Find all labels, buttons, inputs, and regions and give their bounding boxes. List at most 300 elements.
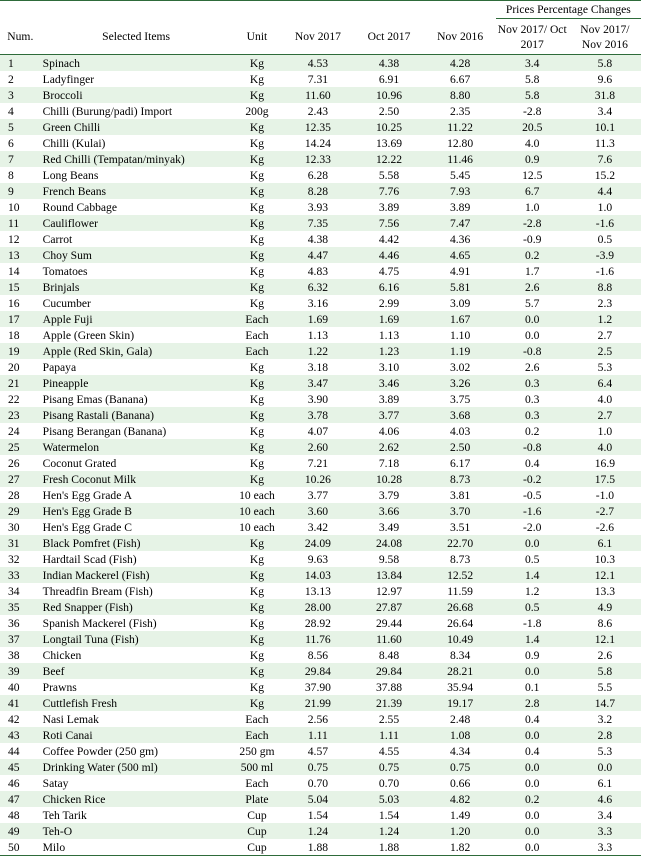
cell-item: Red Snapper (Fish) <box>41 599 232 615</box>
table-row <box>0 599 641 615</box>
cell-change-mom: 0.3 <box>524 392 540 406</box>
cell-item: Red Chilli (Tempatan/minyak) <box>41 151 232 167</box>
cell-num: 21 <box>0 375 41 391</box>
cell-unit: 500 ml <box>232 759 283 775</box>
cell-unit: Kg <box>232 55 283 72</box>
cell-oct-2017: 3.66 <box>353 503 424 519</box>
cell-nov-2016: 2.35 <box>449 104 471 118</box>
cell-unit: Kg <box>249 360 265 374</box>
cell-num: 12 <box>8 232 20 246</box>
cell-num: 25 <box>0 439 41 455</box>
cell-nov-2017: 4.38 <box>307 232 329 246</box>
cell-change-yoy: -2.6 <box>595 520 615 534</box>
cell-nov-2016: 4.65 <box>425 247 496 263</box>
cell-item: Spinach <box>41 55 232 72</box>
cell-oct-2017: 1.24 <box>353 823 424 839</box>
cell-unit: 200g <box>245 104 269 118</box>
cell-item: Hen's Egg Grade B <box>41 503 232 519</box>
cell-change-yoy: 17.5 <box>569 471 641 487</box>
cell-nov-2017: 37.90 <box>304 680 331 694</box>
table-row <box>0 135 641 151</box>
cell-num: 24 <box>8 424 20 438</box>
header-nov-2016: Nov 2016 <box>425 19 496 55</box>
cell-item: Pisang Rastali (Banana) <box>41 407 232 423</box>
cell-nov-2016: 35.94 <box>447 680 474 694</box>
cell-num: 37 <box>0 631 41 647</box>
cell-oct-2017: 3.10 <box>378 360 400 374</box>
cell-nov-2016: 1.49 <box>449 808 471 822</box>
cell-change-mom: -1.8 <box>523 616 542 630</box>
cell-item: Teh Tarik <box>42 808 87 822</box>
table-row <box>0 199 641 215</box>
cell-nov-2017: 4.07 <box>307 424 329 438</box>
cell-change-mom: 0.1 <box>524 680 540 694</box>
cell-nov-2017: 3.42 <box>307 520 329 534</box>
cell-unit: Kg <box>249 616 265 630</box>
cell-unit: Kg <box>232 471 283 487</box>
cell-unit: 10 each <box>232 503 283 519</box>
cell-item: Long Beans <box>42 168 99 182</box>
cell-num: 27 <box>0 471 41 487</box>
cell-nov-2017: 11.76 <box>282 631 353 647</box>
cell-unit: Each <box>232 727 283 743</box>
cell-oct-2017: 10.96 <box>353 87 424 103</box>
cell-change-mom: 2.8 <box>496 695 569 711</box>
cell-change-mom: 0.4 <box>524 712 540 726</box>
cell-oct-2017: 3.46 <box>353 375 424 391</box>
cell-nov-2017: 3.47 <box>282 375 353 391</box>
cell-change-yoy: 5.3 <box>597 360 613 374</box>
table-row <box>0 231 641 247</box>
table-row <box>0 55 641 72</box>
cell-change-mom: 1.2 <box>524 584 540 598</box>
cell-oct-2017: 3.89 <box>378 200 400 214</box>
cell-oct-2017: 5.03 <box>353 791 424 807</box>
cell-unit: Kg <box>249 424 265 438</box>
cell-item: Cucumber <box>42 296 91 310</box>
table-row <box>0 711 641 727</box>
table-row <box>0 279 641 295</box>
cell-oct-2017: 7.18 <box>378 456 400 470</box>
cell-change-mom: 2.6 <box>524 360 540 374</box>
cell-nov-2017: 2.56 <box>307 712 329 726</box>
cell-num: 32 <box>8 552 20 566</box>
cell-num: 30 <box>8 520 20 534</box>
cell-num: 14 <box>8 264 20 278</box>
cell-oct-2017: 5.58 <box>378 168 400 182</box>
cell-oct-2017: 12.22 <box>353 151 424 167</box>
table-row <box>0 615 641 631</box>
cell-change-yoy: -2.7 <box>569 503 641 519</box>
cell-num: 23 <box>0 407 41 423</box>
cell-item: Longtail Tuna (Fish) <box>41 631 232 647</box>
cell-change-yoy: -1.6 <box>595 264 615 278</box>
cell-unit: Cup <box>247 808 267 822</box>
cell-nov-2017: 3.78 <box>282 407 353 423</box>
table-row <box>0 343 641 359</box>
cell-nov-2016: 11.59 <box>447 584 473 598</box>
cell-nov-2016: 4.82 <box>425 791 496 807</box>
cell-change-mom: -0.9 <box>523 232 542 246</box>
cell-change-mom: 1.0 <box>524 200 540 214</box>
cell-item: Chilli (Kulai) <box>42 136 106 150</box>
cell-nov-2017: 3.18 <box>307 360 329 374</box>
cell-nov-2016: 11.46 <box>425 151 496 167</box>
cell-nov-2017: 10.26 <box>282 471 353 487</box>
cell-oct-2017: 1.54 <box>378 808 400 822</box>
cell-num: 22 <box>8 392 20 406</box>
cell-change-yoy: 10.1 <box>569 119 641 135</box>
cell-nov-2016: 3.02 <box>449 360 471 374</box>
cell-unit: Kg <box>232 631 283 647</box>
cell-item: Round Cabbage <box>42 200 118 214</box>
cell-num: 8 <box>8 168 14 182</box>
cell-unit: Kg <box>232 663 283 679</box>
cell-nov-2017: 0.75 <box>282 759 353 775</box>
cell-unit: Cup <box>232 823 283 839</box>
cell-change-yoy: 2.6 <box>597 648 613 662</box>
cell-change-yoy: 8.6 <box>597 616 613 630</box>
cell-unit: Kg <box>232 407 283 423</box>
cell-num: 42 <box>8 712 20 726</box>
table-row <box>0 663 641 679</box>
cell-change-yoy: 2.7 <box>569 407 641 423</box>
cell-nov-2017: 11.60 <box>282 87 353 103</box>
cell-nov-2017: 4.83 <box>307 264 329 278</box>
cell-item: Satay <box>42 776 69 790</box>
cell-unit: Each <box>232 311 283 327</box>
table-row <box>0 679 641 695</box>
cell-nov-2017: 4.53 <box>282 55 353 72</box>
cell-nov-2016: 2.50 <box>425 439 496 455</box>
cell-nov-2016: 0.66 <box>449 776 471 790</box>
cell-change-yoy: 3.3 <box>569 839 641 856</box>
cell-change-yoy: 4.6 <box>569 791 641 807</box>
header-unit: Unit <box>232 19 283 55</box>
cell-oct-2017: 4.55 <box>378 744 400 758</box>
cell-item: Spanish Mackerel (Fish) <box>42 616 157 630</box>
cell-num: 33 <box>0 567 41 583</box>
table-row <box>0 359 641 375</box>
table-row <box>0 743 641 759</box>
cell-nov-2016: 4.28 <box>425 55 496 72</box>
cell-nov-2016: 7.93 <box>425 183 496 199</box>
cell-item: Roti Canai <box>41 727 232 743</box>
cell-change-mom: 0.9 <box>524 648 540 662</box>
table-row <box>0 87 641 103</box>
cell-nov-2016: 1.10 <box>449 328 471 342</box>
cell-unit: Kg <box>232 151 283 167</box>
cell-unit: Kg <box>249 584 265 598</box>
cell-oct-2017: 3.89 <box>378 392 400 406</box>
cell-nov-2016: 3.89 <box>449 200 471 214</box>
cell-change-mom: 0.2 <box>496 247 569 263</box>
cell-nov-2016: 1.20 <box>425 823 496 839</box>
table-row <box>0 519 641 535</box>
cell-change-yoy: 2.3 <box>597 296 613 310</box>
cell-num: 34 <box>8 584 20 598</box>
cell-nov-2016: 7.47 <box>425 215 496 231</box>
cell-change-mom: -1.6 <box>496 503 569 519</box>
cell-oct-2017: 8.48 <box>378 648 400 662</box>
table-body <box>0 55 641 856</box>
cell-nov-2017: 1.11 <box>282 727 353 743</box>
cell-num: 46 <box>8 776 20 790</box>
cell-unit: Kg <box>249 264 265 278</box>
cell-oct-2017: 0.75 <box>353 759 424 775</box>
cell-nov-2017: 1.24 <box>282 823 353 839</box>
cell-num: 29 <box>0 503 41 519</box>
cell-nov-2017: 24.09 <box>282 535 353 551</box>
cell-nov-2016: 10.49 <box>425 631 496 647</box>
cell-change-mom: 5.8 <box>524 72 540 86</box>
table-row <box>0 295 641 311</box>
cell-change-yoy: 8.8 <box>569 279 641 295</box>
header-selected-items: Selected Items <box>41 19 232 55</box>
cell-change-mom: 1.4 <box>496 567 569 583</box>
cell-num: 26 <box>8 456 20 470</box>
table-row <box>0 247 641 263</box>
cell-nov-2016: 26.68 <box>425 599 496 615</box>
cell-nov-2017: 2.43 <box>307 104 329 118</box>
cell-unit: 250 gm <box>239 744 275 758</box>
cell-oct-2017: 2.62 <box>353 439 424 455</box>
cell-change-mom: 6.7 <box>496 183 569 199</box>
cell-num: 1 <box>0 55 41 72</box>
table-row <box>0 151 641 167</box>
cell-item: Teh-O <box>41 823 232 839</box>
cell-nov-2017: 13.13 <box>304 584 331 598</box>
cell-nov-2016: 0.75 <box>425 759 496 775</box>
cell-unit: Kg <box>232 567 283 583</box>
cell-item: Threadfin Bream (Fish) <box>42 584 153 598</box>
cell-unit: Kg <box>249 296 265 310</box>
cell-unit: Kg <box>249 136 265 150</box>
cell-item: Chicken <box>42 648 82 662</box>
cell-nov-2016: 8.34 <box>449 648 471 662</box>
table-row <box>0 583 641 599</box>
cell-oct-2017: 1.88 <box>353 839 424 856</box>
cell-change-yoy: 14.7 <box>569 695 641 711</box>
cell-change-mom: -0.8 <box>496 439 569 455</box>
cell-nov-2016: 28.21 <box>425 663 496 679</box>
cell-change-mom: 0.9 <box>496 151 569 167</box>
cell-change-yoy: 31.8 <box>569 87 641 103</box>
cell-item: Cuttlefish Fresh <box>41 695 232 711</box>
cell-change-yoy: 13.3 <box>594 584 616 598</box>
cell-num: 41 <box>0 695 41 711</box>
cell-nov-2017: 2.60 <box>282 439 353 455</box>
cell-change-mom: -2.8 <box>496 215 569 231</box>
cell-oct-2017: 1.23 <box>353 343 424 359</box>
cell-num: 20 <box>8 360 20 374</box>
cell-oct-2017: 21.39 <box>353 695 424 711</box>
cell-nov-2016: 4.34 <box>449 744 471 758</box>
cell-change-mom: -0.2 <box>496 471 569 487</box>
cell-nov-2017: 5.04 <box>282 791 353 807</box>
cell-item: Apple (Red Skin, Gala) <box>41 343 232 359</box>
table-row <box>0 263 641 279</box>
cell-nov-2016: 1.82 <box>425 839 496 856</box>
cell-nov-2016: 8.73 <box>425 471 496 487</box>
cell-oct-2017: 7.76 <box>353 183 424 199</box>
cell-item: Cauliflower <box>41 215 232 231</box>
cell-item: Apple (Green Skin) <box>42 328 135 342</box>
cell-oct-2017: 4.46 <box>353 247 424 263</box>
cell-nov-2016: 4.91 <box>449 264 471 278</box>
cell-nov-2017: 9.63 <box>307 552 329 566</box>
cell-nov-2016: 1.08 <box>425 727 496 743</box>
cell-num: 48 <box>8 808 20 822</box>
cell-oct-2017: 10.28 <box>353 471 424 487</box>
cell-oct-2017: 6.91 <box>378 72 400 86</box>
cell-item: Ladyfinger <box>42 72 95 86</box>
table-row <box>0 567 641 583</box>
cell-change-mom: 5.7 <box>524 296 540 310</box>
table-row <box>0 167 641 183</box>
cell-num: 6 <box>8 136 14 150</box>
cell-change-mom: -2.0 <box>523 520 542 534</box>
cell-nov-2016: 3.51 <box>449 520 471 534</box>
cell-nov-2017: 6.32 <box>282 279 353 295</box>
cell-item: Broccoli <box>41 87 232 103</box>
table-row <box>0 183 641 199</box>
table-row <box>0 375 641 391</box>
table-header <box>0 1 641 55</box>
cell-change-mom: 0.0 <box>496 823 569 839</box>
cell-num: 19 <box>0 343 41 359</box>
cell-nov-2017: 28.92 <box>304 616 331 630</box>
cell-change-mom: 12.5 <box>522 168 543 182</box>
cell-nov-2017: 7.35 <box>282 215 353 231</box>
cell-nov-2016: 1.67 <box>425 311 496 327</box>
cell-num: 47 <box>0 791 41 807</box>
cell-nov-2017: 8.28 <box>282 183 353 199</box>
cell-change-mom: 3.4 <box>496 55 569 72</box>
cell-unit: Kg <box>249 72 265 86</box>
cell-change-yoy: 3.3 <box>569 823 641 839</box>
cell-unit: Plate <box>232 791 283 807</box>
cell-item: Drinking Water (500 ml) <box>41 759 232 775</box>
cell-nov-2017: 8.56 <box>307 648 329 662</box>
cell-num: 5 <box>0 119 41 135</box>
table-row <box>0 327 641 343</box>
cell-change-yoy: 11.3 <box>594 136 615 150</box>
cell-item: Pineapple <box>41 375 232 391</box>
cell-oct-2017: 7.56 <box>353 215 424 231</box>
cell-num: 3 <box>0 87 41 103</box>
cell-change-yoy: 1.0 <box>597 424 613 438</box>
cell-change-yoy: 9.6 <box>597 72 613 86</box>
cell-item: Green Chilli <box>41 119 232 135</box>
cell-item: Watermelon <box>41 439 232 455</box>
cell-nov-2017: 1.54 <box>307 808 329 822</box>
cell-item: Brinjals <box>41 279 232 295</box>
cell-unit: Kg <box>232 119 283 135</box>
header-group-price-changes: Prices Percentage Changes <box>496 1 641 19</box>
table-row <box>0 759 641 775</box>
cell-nov-2016: 4.36 <box>449 232 471 246</box>
cell-nov-2016: 26.64 <box>447 616 474 630</box>
cell-item: Milo <box>41 839 232 856</box>
cell-oct-2017: 4.06 <box>378 424 400 438</box>
header-oct-2017: Oct 2017 <box>353 19 424 55</box>
cell-unit: Kg <box>249 680 265 694</box>
table-row <box>0 471 641 487</box>
cell-num: 9 <box>0 183 41 199</box>
cell-num: 18 <box>8 328 20 342</box>
cell-unit: Cup <box>232 839 283 856</box>
cell-num: 10 <box>8 200 20 214</box>
cell-num: 11 <box>0 215 41 231</box>
cell-oct-2017: 4.75 <box>378 264 400 278</box>
cell-num: 13 <box>0 247 41 263</box>
cell-change-mom: 0.5 <box>496 599 569 615</box>
cell-oct-2017: 13.69 <box>375 136 403 150</box>
cell-item: Pisang Emas (Banana) <box>42 392 148 406</box>
cell-change-mom: 0.5 <box>524 552 540 566</box>
cell-unit: Kg <box>232 375 283 391</box>
cell-item: Nasi Lemak <box>42 712 99 726</box>
cell-change-mom: 0.0 <box>524 808 540 822</box>
cell-change-yoy: 5.5 <box>597 680 613 694</box>
cell-change-mom: 0.4 <box>524 456 540 470</box>
cell-change-mom: 0.0 <box>496 663 569 679</box>
cell-change-yoy: 5.3 <box>597 744 613 758</box>
cell-num: 40 <box>8 680 20 694</box>
cell-change-mom: 5.8 <box>496 87 569 103</box>
cell-num: 35 <box>0 599 41 615</box>
cell-change-yoy: 2.8 <box>569 727 641 743</box>
cell-num: 50 <box>0 839 41 856</box>
cell-change-mom: 20.5 <box>496 119 569 135</box>
cell-num: 16 <box>8 296 20 310</box>
cell-unit: Kg <box>232 535 283 551</box>
table-row <box>0 215 641 231</box>
header-spacer <box>0 1 496 19</box>
cell-item: Chilli (Burung/padi) Import <box>42 104 173 118</box>
cell-item: Coconut Grated <box>42 456 117 470</box>
cell-change-yoy: 6.1 <box>569 535 641 551</box>
cell-nov-2016: 12.52 <box>425 567 496 583</box>
cell-nov-2016: 5.81 <box>425 279 496 295</box>
cell-change-yoy: 12.1 <box>569 567 641 583</box>
cell-item: French Beans <box>41 183 232 199</box>
cell-change-yoy: -1.6 <box>569 215 641 231</box>
table-row <box>0 455 641 471</box>
cell-oct-2017: 29.84 <box>353 663 424 679</box>
cell-change-yoy: 15.2 <box>594 168 616 182</box>
cell-num: 39 <box>0 663 41 679</box>
table-row <box>0 439 641 455</box>
cell-change-mom: 0.3 <box>496 375 569 391</box>
cell-oct-2017: 29.44 <box>375 616 403 630</box>
cell-oct-2017: 11.60 <box>353 631 424 647</box>
cell-unit: Kg <box>249 232 265 246</box>
table-row <box>0 727 641 743</box>
cell-unit: Kg <box>232 215 283 231</box>
cell-change-mom: 0.0 <box>496 839 569 856</box>
cell-nov-2017: 12.35 <box>282 119 353 135</box>
cell-change-yoy: 1.0 <box>597 200 613 214</box>
cell-change-yoy: 7.6 <box>569 151 641 167</box>
cell-unit: Each <box>245 712 269 726</box>
cell-nov-2016: 6.17 <box>449 456 471 470</box>
cell-num: 4 <box>8 104 14 118</box>
cell-oct-2017: 2.99 <box>378 296 400 310</box>
cell-oct-2017: 3.79 <box>378 488 400 502</box>
cell-num: 44 <box>8 744 20 758</box>
